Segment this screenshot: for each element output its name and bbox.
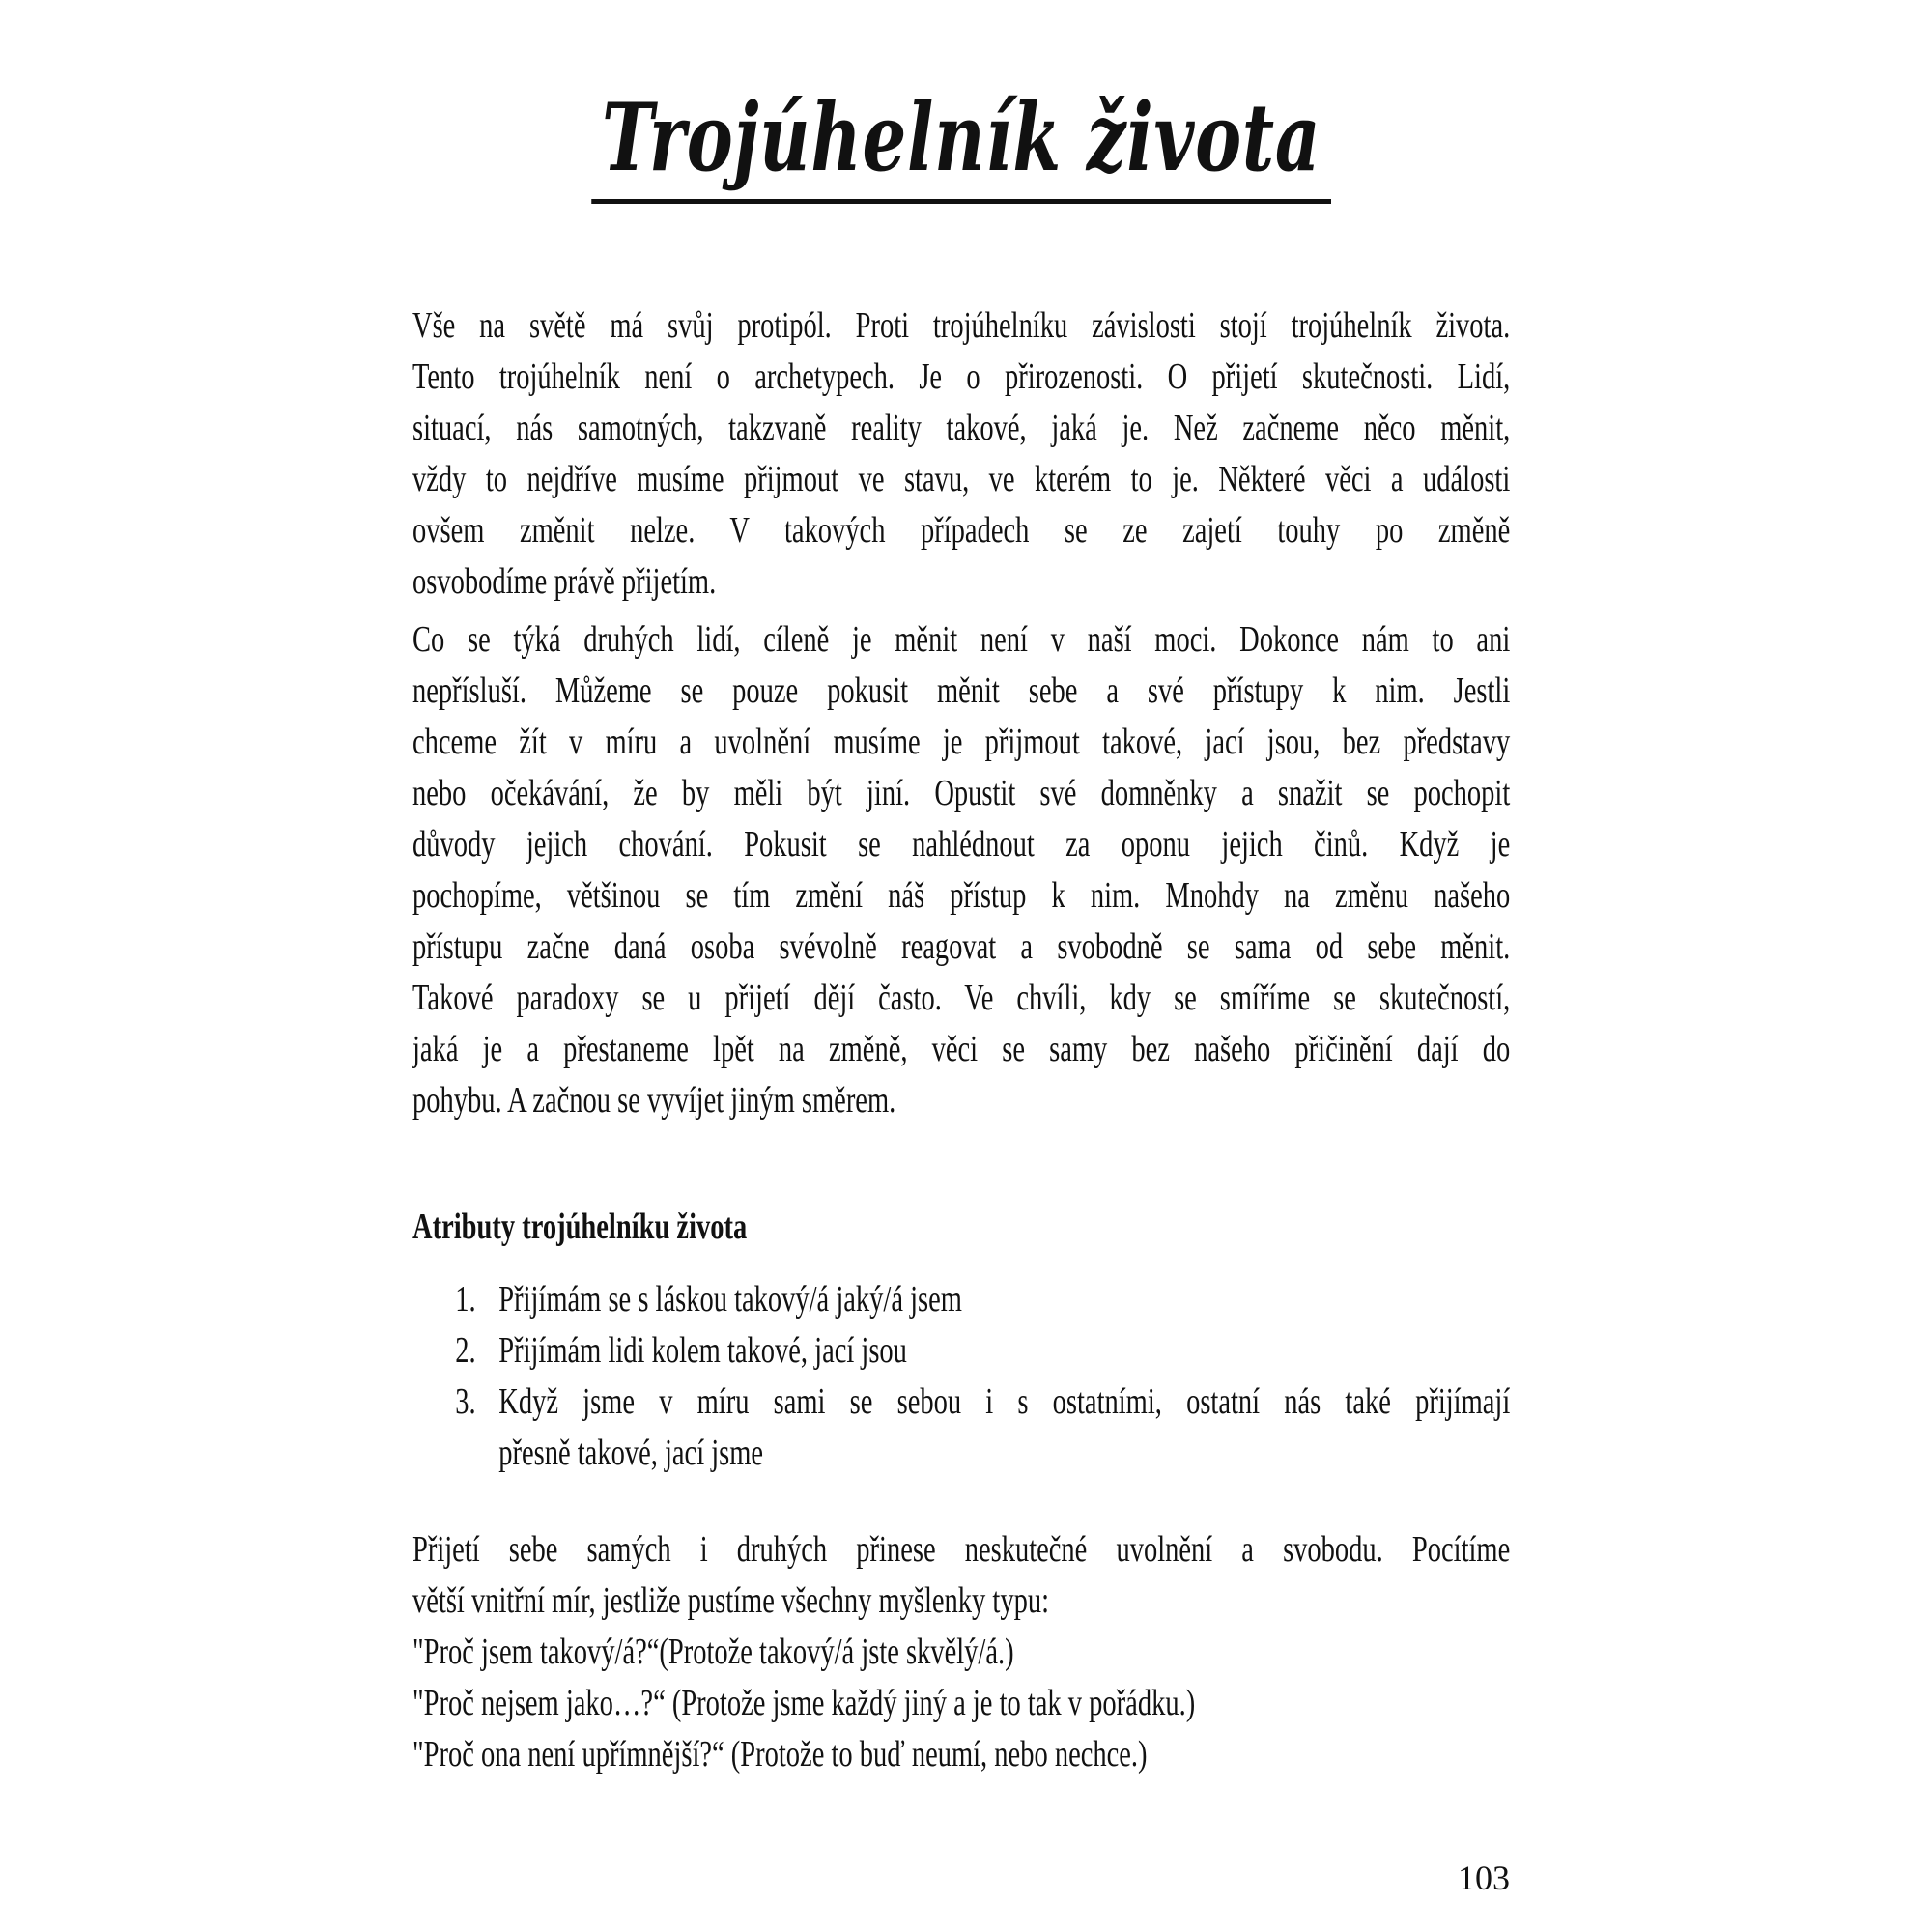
text-line: Tento trojúhelník není o archetypech. Je o přirozenosti. O přijetí skutečnosti. Lidí, <box>412 356 1511 397</box>
text-line: nepřísluší. Můžeme se pouze pokusit měnit sebe a své přístupy k nim. Jestli <box>412 670 1511 711</box>
section-heading: Atributy trojúhelníku života <box>412 1207 748 1247</box>
list-item-text <box>498 1325 1510 1377</box>
list-item-number: 3. <box>455 1381 476 1422</box>
text-line: chceme žít v míru a uvolnění musíme je přijmout takové, jací jsou, bez představy <box>412 722 1511 762</box>
list-item <box>455 1325 1510 1377</box>
text-line: Vše na světě má svůj protipól. Proti trojúhelníku závislosti stojí trojúhelník života. <box>412 305 1511 346</box>
list-item-number: 2. <box>455 1330 476 1371</box>
text-line: přístupu začne daná osoba svévolně reagovat a svobodně se sama od sebe měnit. <box>412 926 1511 967</box>
text-line: "Proč nejsem jako…?“ (Protože jsme každý jiný a je to tak v pořádku.) <box>412 1683 1196 1723</box>
page-content <box>412 0 1510 1780</box>
text-line: jaká je a přestaneme lpět na změně, věci se samy bez našeho přičinění dají do <box>412 1029 1511 1069</box>
text-line: Přijímám lidi kolem takové, jací jsou <box>498 1330 907 1371</box>
text-line: Takové paradoxy se u přijetí dějí často. Ve chvíli, kdy se smíříme se skutečností, <box>412 978 1511 1018</box>
text-line: pohybu. A začnou se vyvíjet jiným směrem. <box>412 1080 896 1121</box>
list-item-number: 1. <box>455 1279 476 1320</box>
text-line: ovšem změnit nelze. V takových případech se ze zajetí touhy po změně <box>412 510 1511 551</box>
paragraph <box>412 614 1510 1126</box>
text-line: důvody jejich chování. Pokusit se nahlédnout za oponu jejich činů. Když je <box>412 824 1511 865</box>
text-line: "Proč ona není upřímnější?“ (Protože to buď neumí, nebo nechce.) <box>412 1734 1148 1775</box>
list-item-text <box>498 1377 1510 1479</box>
text-line: pochopíme, většinou se tím změní náš přístup k nim. Mnohdy na změnu našeho <box>412 875 1511 916</box>
paragraph <box>412 1524 1510 1780</box>
text-line: vždy to nejdříve musíme přijmout ve stavu, ve kterém to je. Některé věci a události <box>412 459 1511 499</box>
page-title: Trojúhelník života <box>591 85 1330 204</box>
text-line: Přijetí sebe samých i druhých přinese neskutečné uvolnění a svobodu. Pocítíme <box>412 1529 1511 1570</box>
title-container <box>412 85 1510 204</box>
text-line: "Proč jsem takový/á?“(Protože takový/á jste skvělý/á.) <box>412 1632 1014 1672</box>
list-item-text <box>498 1274 1510 1325</box>
text-line: Co se týká druhých lidí, cíleně je měnit není v naší moci. Dokonce nám to ani <box>412 619 1511 660</box>
text-line: větší vnitřní mír, jestliže pustíme všechny myšlenky typu: <box>412 1580 1050 1621</box>
page-number: 103 <box>1458 1859 1510 1897</box>
list-item <box>455 1274 1510 1325</box>
text-line: situací, nás samotných, takzvaně reality takové, jaká je. Než začneme něco měnit, <box>412 408 1511 448</box>
list-item <box>455 1377 1510 1479</box>
text-line: Přijímám se s láskou takový/á jaký/á jsem <box>498 1279 962 1320</box>
text-line: přesně takové, jací jsme <box>498 1433 764 1473</box>
text-line: Když jsme v míru sami se sebou i s ostatními, ostatní nás také přijímají <box>498 1381 1511 1422</box>
ordered-list <box>412 1274 1510 1479</box>
text-line: osvobodíme právě přijetím. <box>412 561 717 602</box>
paragraph <box>412 300 1510 608</box>
text-line: nebo očekávání, že by měli být jiní. Opustit své domněnky a snažit se pochopit <box>412 773 1511 813</box>
